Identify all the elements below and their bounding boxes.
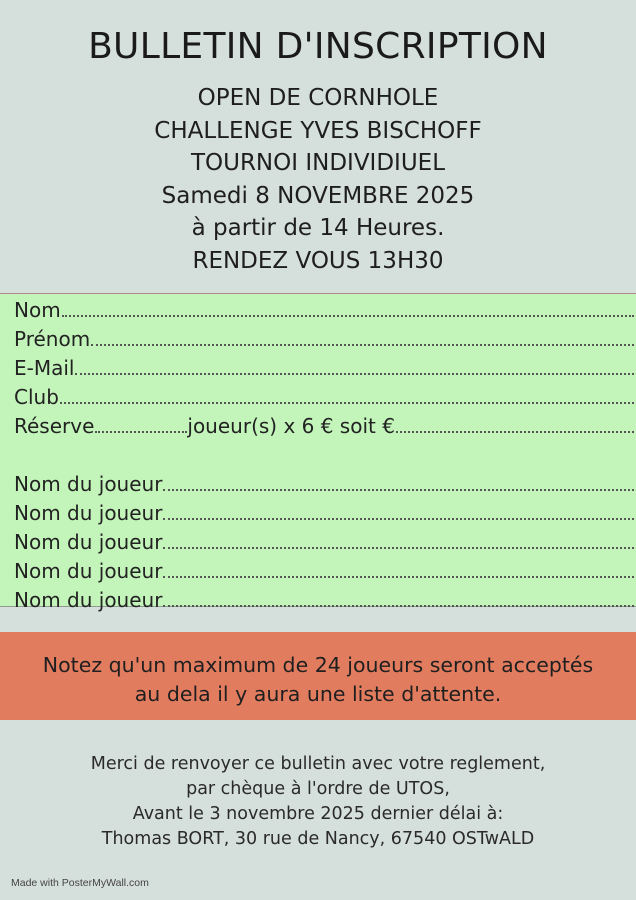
player-field[interactable] bbox=[14, 555, 634, 583]
email-label: E-Mail bbox=[14, 356, 75, 380]
player-dotted-line[interactable] bbox=[163, 489, 634, 491]
player-label: Nom du joueur bbox=[14, 530, 163, 554]
reserve-count-dotted-line[interactable] bbox=[95, 431, 187, 433]
event-details bbox=[0, 82, 636, 277]
event-time: à partir de 14 Heures. bbox=[191, 215, 445, 241]
reserve-field[interactable] bbox=[14, 410, 634, 438]
event-challenge: CHALLENGE YVES BISCHOFF bbox=[154, 117, 482, 144]
event-date: Samedi 8 NOVEMBRE 2025 bbox=[161, 182, 475, 209]
reserve-label: Réserve bbox=[14, 414, 95, 438]
page-title: BULLETIN D'INSCRIPTION bbox=[88, 26, 548, 67]
email-field[interactable] bbox=[14, 352, 634, 380]
prenom-label: Prénom bbox=[14, 327, 91, 351]
reserve-total-dotted-line[interactable] bbox=[396, 431, 634, 433]
nom-dotted-line[interactable] bbox=[62, 315, 634, 317]
mailing-address: Thomas BORT, 30 rue de Nancy, 67540 OSTwALD bbox=[101, 829, 535, 849]
player-label: Nom du joueur bbox=[14, 559, 163, 583]
player-label: Nom du joueur bbox=[14, 472, 163, 496]
notice-line-1: Notez qu'un maximum de 24 joueurs seront acceptés bbox=[42, 653, 594, 677]
player-field[interactable] bbox=[14, 526, 634, 554]
email-dotted-line[interactable] bbox=[75, 373, 634, 375]
player-dotted-line[interactable] bbox=[163, 518, 634, 520]
prenom-dotted-line[interactable] bbox=[91, 344, 634, 346]
poster-credit: Made with PosterMyWall.com bbox=[11, 877, 149, 889]
player-dotted-line[interactable] bbox=[163, 605, 634, 607]
capacity-notice bbox=[0, 632, 636, 720]
prenom-field[interactable] bbox=[14, 323, 634, 351]
club-dotted-line[interactable] bbox=[60, 402, 634, 404]
player-label: Nom du joueur bbox=[14, 501, 163, 525]
nom-label: Nom bbox=[14, 298, 61, 322]
return-instructions bbox=[0, 752, 636, 852]
event-format: TOURNOI INDIVIDIUEL bbox=[190, 150, 446, 176]
player-dotted-line[interactable] bbox=[163, 547, 634, 549]
player-label: Nom du joueur bbox=[14, 588, 163, 612]
club-field[interactable] bbox=[14, 381, 634, 409]
notice-line-2: au dela il y aura une liste d'attente. bbox=[134, 682, 502, 706]
nom-field[interactable] bbox=[14, 294, 634, 322]
instructions-line-3: Avant le 3 novembre 2025 dernier délai à: bbox=[132, 804, 504, 824]
instructions-line-1: Merci de renvoyer ce bulletin avec votre reglement, bbox=[90, 754, 546, 774]
reserve-price-text: joueur(s) x 6 € soit € bbox=[187, 414, 395, 438]
player-field[interactable] bbox=[14, 468, 634, 496]
player-dotted-line[interactable] bbox=[163, 576, 634, 578]
event-name: OPEN DE CORNHOLE bbox=[197, 85, 439, 111]
player-field[interactable] bbox=[14, 497, 634, 525]
registration-form bbox=[0, 293, 636, 612]
player-field[interactable] bbox=[14, 584, 634, 612]
instructions-line-2: par chèque à l'ordre de UTOS, bbox=[186, 779, 450, 799]
club-label: Club bbox=[14, 385, 59, 409]
event-meeting-time: RENDEZ VOUS 13H30 bbox=[192, 247, 444, 274]
